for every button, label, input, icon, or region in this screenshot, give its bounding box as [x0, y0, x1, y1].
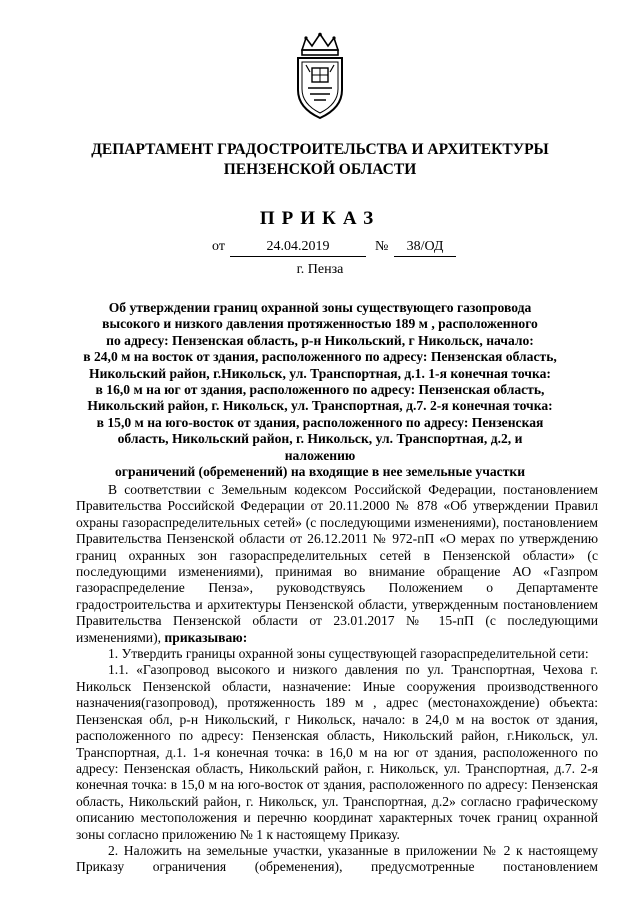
- preamble-paragraph: [76, 482, 598, 646]
- document-date: 24.04.2019: [230, 238, 366, 257]
- title-line: в 16,0 м на юг от здания, расположенного по адресу: Пензенская область,: [95, 382, 545, 398]
- item-2-paragraph: 2. Наложить на земельные участки, указанные в приложении № 2 к настоящему Приказу ограничения (обременения), предусмотренные постановлением: [76, 842, 598, 875]
- title-line: ограничений (обременений) на входящие в нее земельные участки: [114, 464, 526, 480]
- number-prefix: №: [375, 239, 389, 254]
- document-type-heading: ПРИКАЗ: [259, 208, 381, 229]
- document-number: 38/ОД: [394, 238, 456, 257]
- title-line: в 15,0 м на юго-восток от здания, расположенного по адресу: Пензенская: [96, 414, 544, 430]
- item-1-paragraph: 1. Утвердить границы охранной зоны существующей газораспределительной сети:: [108, 646, 589, 662]
- penza-coat-of-arms-icon: [292, 32, 348, 120]
- title-line: Об утверждении границ охранной зоны существующего газопровода: [108, 300, 532, 315]
- department-name-line2: ПЕНЗЕНСКОЙ ОБЛАСТИ: [223, 161, 417, 178]
- item-1-1-paragraph: 1.1. «Газопровод высокого и низкого давления по ул. Транспортная, Чехова г. Никольск Пензенской области, назначение: Иные сооружения производственного назначения(газопровод), протяженность 189 м , адрес (местонахождение) объекта: Пензенская обл, р-н Никольский, г Никольск, начало: в 24,0 м на восток от здания, расположенного по адресу: Пензенская область, Никольский район, г.Никольск, ул. Транспортная, д.1. 1-я конечная точка: в 16,0 м на юг от здания, расположенного по адресу: Пензенская область, Никольский район, г. Никольск, ул. Транспортная, д.7. 2-я конечная точка: в 15,0 м на юго-восток от здания, расположенного по адресу: Пензенская область, Никольский район, г. Никольск, ул. Транспортная, д.2» согласно графическому описанию местоположения и перечню координат характерных точек границ охранной зоны согласно приложению № 1 к настоящему Приказу.: [76, 662, 598, 842]
- title-line: Никольский район, г. Никольск, ул. Транспортная, д.7. 2-я конечная точка:: [87, 398, 553, 414]
- order-colon: :: [242, 629, 248, 645]
- title-line: высокого и низкого давления протяженностью 189 м , расположенного: [102, 316, 538, 332]
- title-line: по адресу: Пензенская область, р-н Никольский, г Никольск, начало:: [106, 332, 534, 348]
- date-prefix: от: [212, 239, 225, 254]
- title-line: Никольский район, г.Никольск, ул. Транспортная, д.1. 1-я конечная точка:: [89, 365, 551, 381]
- document-title: [82, 300, 558, 480]
- order-word: приказываю: [164, 629, 243, 645]
- preamble-text: В соответствии с Земельным кодексом Российской Федерации, постановлением Правительства Российской Федерации от 20.11.2000 № 878 «Об утверждении Правил охраны газораспределительных сетей» (с последующими изменениями), постановлением Правительства Пензенской области от 26.12.2011 № 972-пП «О мерах по утверждению границ охранных зон газораспределительных сетей в Пензенской области» (с последующими изменениями), принимая во внимание обращение АО «Газпром газораспределение Пенза», руководствуясь Положением о Департаменте градостроительства и архитектуры Пензенской области, утвержденным постановлением Правительства Пензенской области от 23.01.2017 № 15-пП (с последующими изменениями),: [76, 482, 598, 645]
- date-number-line: [0, 238, 640, 258]
- document-body: [76, 482, 598, 876]
- issue-city: г. Пенза: [296, 262, 344, 277]
- department-name-line1: ДЕПАРТАМЕНТ ГРАДОСТРОИТЕЛЬСТВА И АРХИТЕКТУРЫ: [91, 141, 549, 158]
- title-line: область, Никольский район, г. Никольск, ул. Транспортная, д.2, и наложению: [117, 431, 523, 463]
- title-line: в 24,0 м на восток от здания, расположенного по адресу: Пензенская область,: [83, 349, 557, 365]
